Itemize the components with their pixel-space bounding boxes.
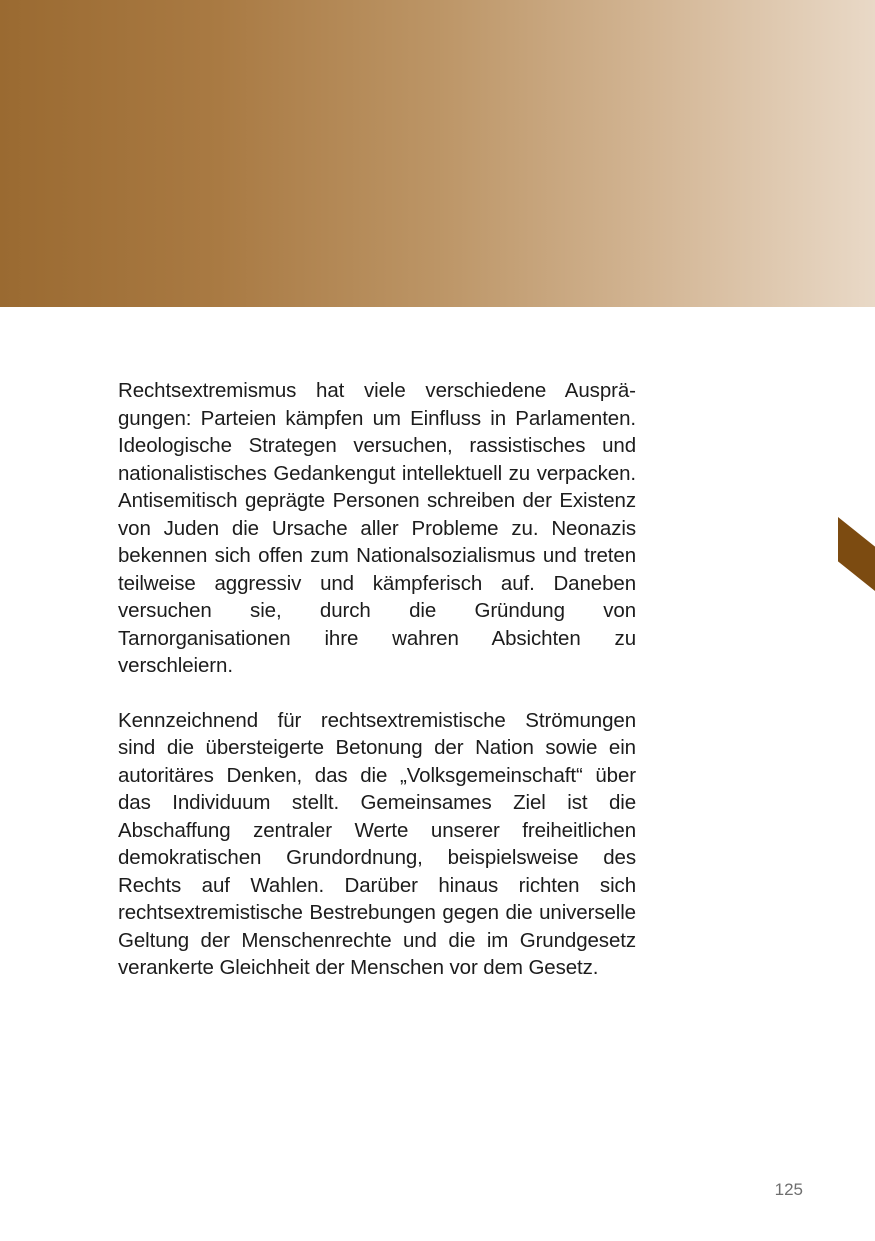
page-number: 125 — [774, 1180, 803, 1199]
paragraph-1: Rechtsextremismus hat viele verschiedene Ausprägungen: Parteien kämpfen um Einfluss in Parlamenten. Ideologische Strategen versuchen, rassistisches und nationalistisches Gedankengut intellektuell zu verpacken. Antisemitisch geprägte Personen schreiben der Existenz von Juden die Ursache aller Probleme zu. Neonazis bekennen sich offen zum Nationalsozialismus und treten teilweise aggressiv und kämpferisch auf. Daneben versuchen sie, durch die Gründung von Tarnorganisationen ihre wahren Absichten zu verschleiern. — [118, 379, 636, 677]
chapter-tab-marker — [838, 517, 875, 591]
paragraph-2: Kennzeichnend für rechtsextremistische Strömungen sind die übersteigerte Betonung der Nation sowie ein autoritäres Denken, das die „Volksgemeinschaft“ über das Individuum stellt. Gemeinsames Ziel ist die Abschaffung zentraler Werte unserer freiheitlichen demokratischen Grundordnung, beispielsweise des Rechts auf Wahlen. Darüber hinaus richten sich rechtsextremistische Bestrebungen gegen die universelle Geltung der Menschenrechte und die im Grundgesetz verankerte Gleichheit der Menschen vor dem Gesetz. — [118, 708, 636, 979]
body-text — [118, 377, 636, 1009]
header-gradient-band — [0, 0, 875, 307]
